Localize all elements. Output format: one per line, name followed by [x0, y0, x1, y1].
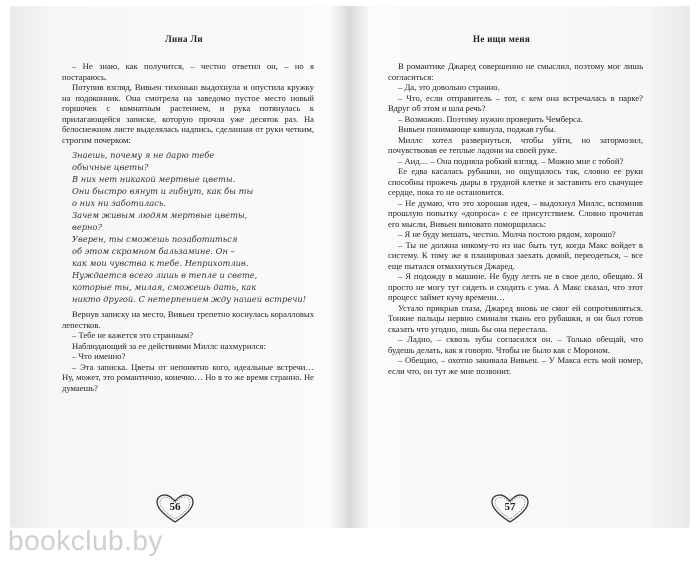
left-page: [10, 6, 350, 528]
paragraph: – Возможно. Поэтому нужно проверить Чемберса.: [398, 113, 583, 124]
left-page-number: [155, 494, 195, 524]
paragraph: Потупив взгляд, Вивьен тихонько выдохнула и опустила кружку на подоконник. Она смотрела на заведомо пустое место новый горшочек с комнатным растением, и рука потянулась к прилагающейся записке, которую прочла уже десяток раз. На белоснежном листе выделялась надпись, сделанная от руки четким, строгим почерком:: [62, 82, 314, 145]
right-page-body: [388, 61, 643, 376]
handwritten-note: [72, 149, 307, 305]
paragraph: – Не знаю, как получится, – честно ответил он, – но я постараюсь.: [62, 61, 314, 82]
paragraph: Вернув записку на место, Вивьен трепетно коснулась коралловых лепестков.: [62, 309, 314, 330]
paragraph: – Аид… – Она подняла робкий взгляд. – Можно мне с тобой?: [398, 155, 624, 166]
paragraph: – Да, это довольно странно.: [398, 82, 500, 92]
handwriting-line: Они быстро вянут и гибнут, как бы ты: [72, 186, 254, 196]
book-spread: [10, 6, 690, 528]
paragraph: – Я не буду мешать, честно. Молча постою рядом, хорошо?: [398, 229, 616, 239]
watermark: bookclub.by: [8, 525, 163, 556]
left-page-body: [62, 61, 314, 393]
paragraph: – Ты не должна никому-то из нас быть тут, когда Макс войдет в систему. К тому же я планировал заехать домой, переодеться, – все еще пытался отмахнуться Джаред.: [388, 239, 643, 271]
paragraph: Вивьен понимающе кивнула, поджав губы.: [398, 124, 556, 134]
paragraph: – Я подожду в машине. Не буду лезть не в свое дело, обещаю. Я просто не могу тут сидеть и сходить с ума. А Макс сказал, что этот процесс займет кучу времени…: [388, 271, 643, 302]
handwriting-line: обычные цветы?: [72, 162, 149, 172]
handwriting-line: Знаешь, почему я не дарю тебе: [72, 150, 215, 160]
handwriting-line: об этом скромном бальзамине. Он –: [72, 246, 235, 256]
handwriting-line: Уверен, ты сможешь позаботиться: [72, 234, 238, 244]
paragraph: – Обещаю, – охотно закивала Вивьен. – У Макса есть мой номер, если что, он тут же мне позвонит.: [388, 355, 643, 376]
handwriting-line: В них нет никакой мертвые цветы.: [72, 174, 236, 184]
handwriting-line: которые ты, милая, сможешь дать, как: [72, 282, 257, 292]
handwriting-line: Нуждается всего лишь в тепле и свете,: [72, 270, 258, 280]
right-page-number: [490, 494, 530, 524]
handwriting-line: Зачем живым людям мертвые цветы,: [72, 210, 248, 220]
handwriting-line: о них ни заботилась.: [72, 198, 166, 208]
left-paragraphs-bottom: [62, 309, 314, 393]
paragraph: – Что, если отправитель – тот, с кем она встречалась в парке? Вдруг об этом и шла речь?: [388, 92, 643, 113]
right-page-number-label: 57: [504, 501, 516, 513]
left-page-number-label: 56: [169, 501, 181, 513]
handwriting-line: никто другой. С нетерпением жду нашей встречи!: [72, 294, 307, 304]
left-paragraphs-top: [62, 61, 314, 145]
paragraph: – Тебе не кажется это странным?: [72, 330, 194, 340]
left-page-header: Лина Ли: [165, 34, 203, 44]
paragraph: – Ладно, – сквозь зубы согласился он. – Только обещай, что будешь делать, как я говорю. Чтобы не было как с Мороном.: [388, 334, 643, 355]
paragraph: Наблюдающий за ее действиями Миллс нахмурился:: [72, 340, 266, 351]
paragraph: – Что именно?: [72, 351, 126, 361]
right-page-header: Не ищи меня: [473, 34, 530, 44]
handwriting-line: верно?: [72, 222, 102, 232]
paragraph: Устало прикрыв глаза, Джаред вновь не смог ей сопротивляться. Тонкие пальцы нервно сминали ткань его рубашки, и он был готов сказать что угодно, лишь бы она перестала.: [388, 302, 643, 334]
paragraph: Миллс хотел развернуться, чтобы уйти, но затормозил, почувствовав ее теплые ладони на своей руке.: [388, 134, 643, 155]
handwriting-line: как мои чувства к тебе. Неприхотлив.: [72, 258, 249, 268]
paragraph: – Эта записка. Цветы от непонятно кого, идеальные встречи… Ну, может, это романтично, конечно… Но в то же время странно. Не думаешь?: [62, 361, 314, 393]
right-page: [350, 6, 690, 528]
paragraph: Ее едва касалась рубашки, но ощущалось так, словно ее руки способны прожечь дыры в грудной клетке и заставить его скачущее сердце, пока то не остановится.: [388, 166, 643, 197]
paragraph: – Не думаю, что это хорошая идея, – выдохнул Миллс, вспомнив прошлую попытку «допроса» с ее присутствием. Словно прочитав его мысли, Вивьен виновато поморщилась:: [388, 197, 643, 229]
paragraph: В романтике Джаред совершенно не смыслил, поэтому мог лишь согласиться:: [388, 61, 643, 82]
